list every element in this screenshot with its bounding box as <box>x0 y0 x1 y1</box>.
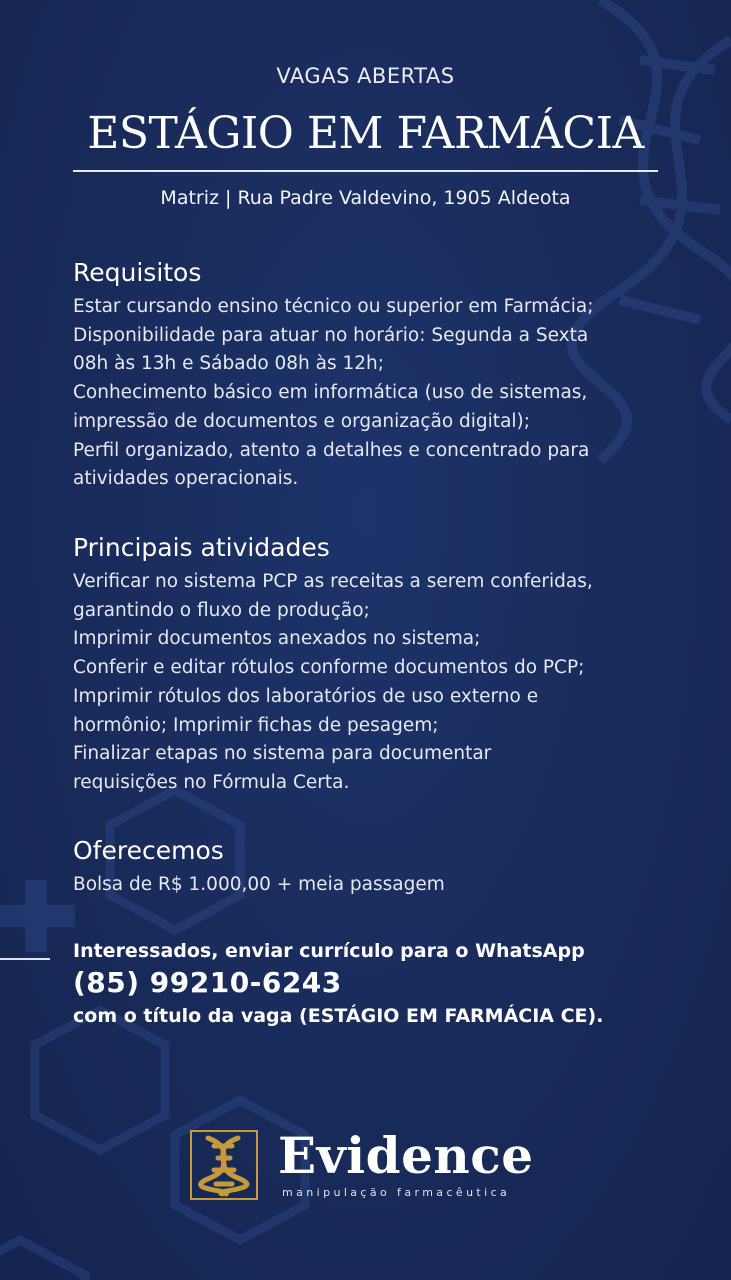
list-item: 08h às 13h e Sábado 08h às 12h; <box>73 353 385 375</box>
whatsapp-phone-number: (85) 99210-6243 <box>73 966 342 999</box>
offer-section <box>73 836 673 900</box>
list-item: Verificar no sistema PCP as receitas a serem conferidas, <box>73 571 593 592</box>
requirements-list <box>73 293 673 494</box>
section-title: Oferecemos <box>73 836 224 865</box>
list-item: Estar cursando ensino técnico ou superior em Farmácia; <box>73 296 594 317</box>
list-item: atividades operacionais. <box>73 468 299 490</box>
list-item: garantindo o fluxo de produção; <box>73 599 370 621</box>
cross-decoration <box>0 880 75 952</box>
list-item: Finalizar etapas no sistema para documentar <box>73 743 492 765</box>
list-item: Imprimir documentos anexados no sistema; <box>73 628 481 650</box>
list-item: Conhecimento básico em informática (uso de sistemas, <box>73 382 588 404</box>
list-item: impressão de documentos e organização digital); <box>73 410 530 432</box>
location-text: Matriz | Rua Padre Valdevino, 1905 Aldeota <box>160 187 571 209</box>
eyebrow-label: VAGAS ABERTAS <box>276 64 455 88</box>
cta-subject-text: com o título da vaga (ESTÁGIO EM FARMÁCIA CE). <box>73 1005 604 1027</box>
list-item: requisições no Fórmula Certa. <box>73 771 350 793</box>
logo-frame <box>190 1130 258 1200</box>
section-title: Requisitos <box>73 258 202 287</box>
list-item: Perfil organizado, atento a detalhes e concentrado para <box>73 439 590 461</box>
call-to-action <box>73 940 693 1027</box>
dna-helix-icon <box>192 1132 256 1198</box>
requirements-section <box>73 258 673 494</box>
cta-accent-line <box>0 958 50 960</box>
brand-tagline: manipulação farmacêutica <box>282 1186 511 1199</box>
list-item: Disponibilidade para atuar no horário: Segunda a Sexta <box>73 324 589 346</box>
brand-name: Evidence <box>278 1126 534 1185</box>
list-item: Bolsa de R$ 1.000,00 + meia passagem <box>73 874 445 895</box>
evidence-logo <box>190 1128 550 1204</box>
activities-section <box>73 533 673 798</box>
list-item: Conferir e editar rótulos conforme documentos do PCP; <box>73 657 585 679</box>
page-title: ESTÁGIO EM FARMÁCIA <box>87 108 644 159</box>
list-item: Imprimir rótulos dos laboratórios de uso externo e <box>73 685 539 707</box>
title-divider <box>73 170 658 172</box>
activities-list <box>73 568 673 798</box>
list-item: hormônio; Imprimir fichas de pesagem; <box>73 714 439 736</box>
offer-list <box>73 871 673 900</box>
section-title: Principais atividades <box>73 533 330 562</box>
cta-intro-text: Interessados, enviar currículo para o WhatsApp <box>73 940 585 962</box>
